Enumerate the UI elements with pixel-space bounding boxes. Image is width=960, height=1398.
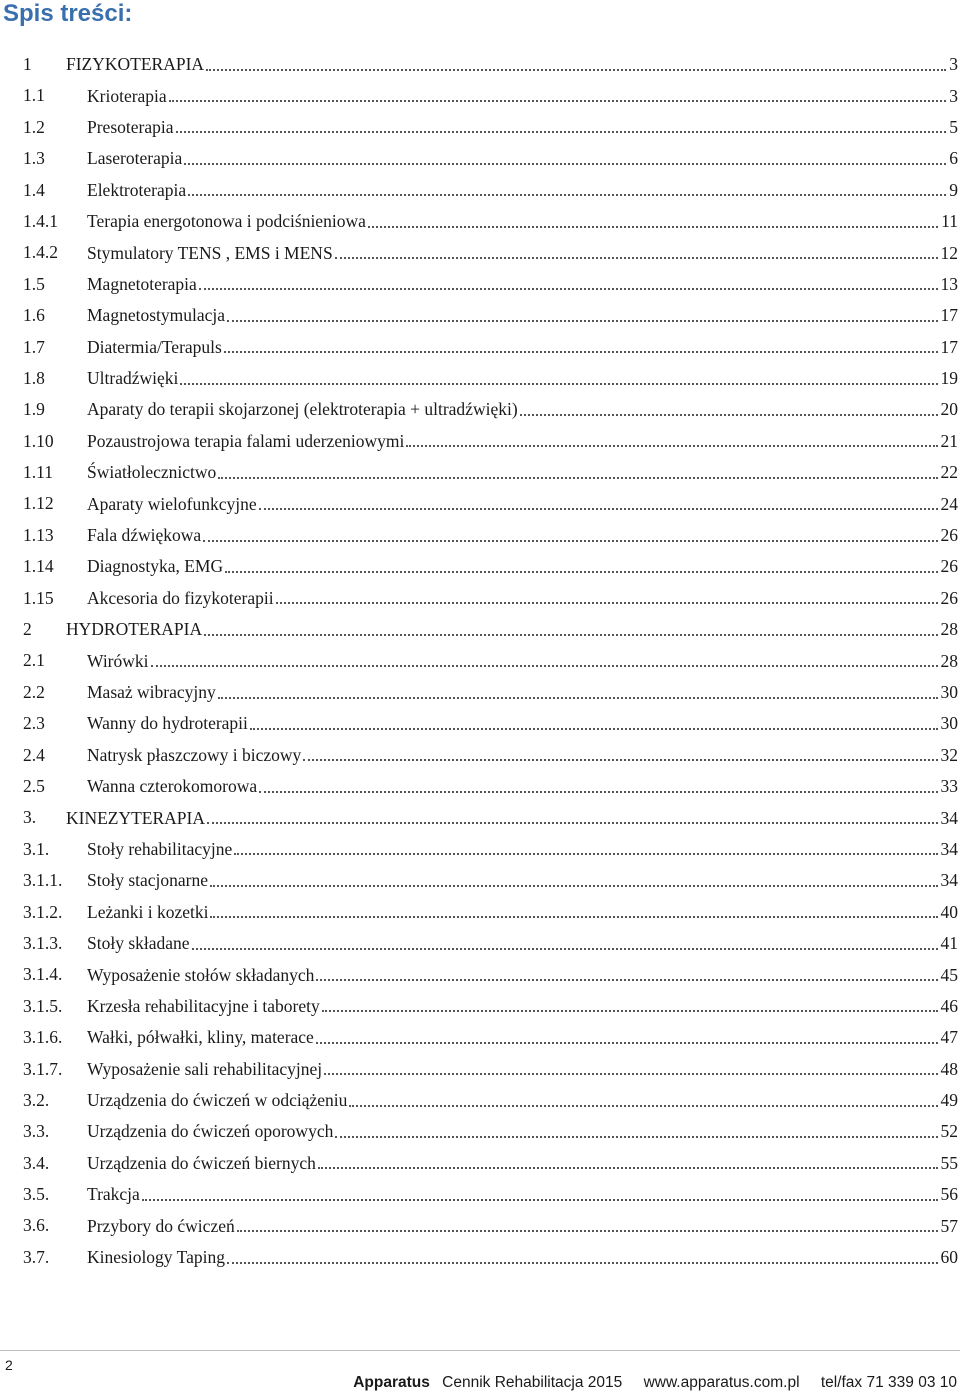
toc-entry-number: 3.1.2.: [23, 901, 63, 922]
toc-entry-body: [87, 1085, 958, 1116]
toc-entry-number: 3.1.7.: [23, 1058, 63, 1079]
toc-entry-page[interactable]: 24: [940, 493, 958, 514]
toc-entry-page[interactable]: 13: [940, 273, 958, 294]
toc-entry-page[interactable]: 11: [941, 211, 958, 232]
toc-entry-number: 1.12: [23, 493, 54, 514]
toc-entry-body: [87, 457, 958, 488]
toc-entry-page[interactable]: 34: [940, 838, 958, 859]
toc-entry[interactable]: [0, 677, 960, 708]
toc-entry-title[interactable]: Światłolecznictwo: [87, 462, 217, 483]
toc-entry-page[interactable]: 21: [940, 430, 958, 451]
toc-entry-body: [87, 740, 958, 771]
toc-entry-title[interactable]: Stoły składane: [87, 933, 190, 954]
toc-entry-number: 1.4.2: [23, 242, 58, 263]
toc-entry-title[interactable]: Aparaty do terapii skojarzonej (elektroterapia + ultradźwięki): [87, 399, 518, 420]
toc-dot-leader: [142, 1198, 938, 1201]
toc-dot-leader: [316, 978, 937, 981]
toc-entry-number: 3.1.4.: [23, 964, 63, 985]
toc-entry-body: [87, 269, 958, 300]
toc-entry-number: 1.1: [23, 85, 45, 106]
toc-entry-title[interactable]: Przybory do ćwiczeń: [87, 1215, 235, 1236]
toc-entry-number: 3.3.: [23, 1121, 50, 1142]
toc-entry[interactable]: [0, 740, 960, 771]
toc-entry-number: 1.3: [23, 148, 45, 169]
toc-dot-leader: [237, 1229, 938, 1232]
toc-entry-page[interactable]: 5: [949, 116, 958, 137]
toc-entry-page[interactable]: 52: [940, 1121, 958, 1142]
toc-entry[interactable]: [0, 928, 960, 959]
toc-entry-page[interactable]: 34: [940, 807, 958, 828]
toc-entry-body: [87, 175, 958, 206]
toc-entry-page[interactable]: 3: [949, 54, 958, 75]
toc-dot-leader: [316, 1041, 938, 1044]
toc-dot-leader: [206, 68, 946, 71]
toc-entry-number: 1: [23, 54, 32, 74]
toc-entry-number: 3.1.3.: [23, 932, 63, 953]
toc-dot-leader: [224, 350, 938, 353]
toc-entry-body: [87, 80, 958, 111]
footer-website[interactable]: www.apparatus.com.pl: [643, 1374, 800, 1391]
toc-entry-title[interactable]: Stoły rehabilitacyjne: [87, 838, 233, 859]
toc-entry-title[interactable]: Leżanki i kozetki: [87, 901, 209, 922]
toc-entry-title[interactable]: Kinesiology Taping: [87, 1247, 225, 1268]
toc-entry-page[interactable]: 22: [940, 462, 958, 483]
toc-entry-number: 2.3: [23, 713, 45, 734]
toc-entry-title[interactable]: Trakcja: [87, 1184, 140, 1205]
toc-entry-title[interactable]: Krioterapia: [87, 85, 167, 106]
toc-entry-body: [87, 959, 958, 990]
toc-entry-page[interactable]: 49: [940, 1090, 958, 1111]
toc-entry-body: [87, 488, 958, 519]
toc-entry[interactable]: [0, 112, 960, 143]
toc-entry-title[interactable]: HYDROTERAPIA: [66, 619, 203, 640]
toc-entry-body: [87, 1116, 958, 1147]
toc-dot-leader: [227, 319, 937, 322]
toc-entry-title[interactable]: Presoterapia: [87, 116, 174, 137]
toc-dot-leader: [199, 287, 938, 290]
toc-entry-number: 3.1.: [23, 838, 50, 859]
toc-entry-page[interactable]: 28: [940, 619, 958, 640]
toc-entry[interactable]: [0, 708, 960, 739]
toc-entry-page[interactable]: 17: [940, 336, 958, 357]
toc-entry-page[interactable]: 48: [940, 1058, 958, 1079]
toc-entry-number: 3.4.: [23, 1152, 50, 1173]
toc-entry-body: [87, 897, 958, 928]
toc-entry-number: 2.1: [23, 650, 45, 671]
toc-entry-body: [87, 771, 958, 802]
toc-entry-page[interactable]: 46: [940, 995, 958, 1016]
toc-entry-body: [87, 551, 958, 582]
toc-entry-number: 3.2.: [23, 1089, 50, 1110]
toc-entry-body: [66, 614, 958, 645]
toc-entry-page[interactable]: 47: [940, 1027, 958, 1048]
toc-entry[interactable]: [0, 1054, 960, 1085]
toc-dot-leader: [368, 225, 938, 228]
toc-entry-body: [87, 677, 958, 708]
toc-entry-title[interactable]: Magnetostymulacja: [87, 305, 226, 326]
footer-phone: tel/fax 71 339 03 10: [820, 1374, 957, 1391]
toc-entry[interactable]: [0, 363, 960, 394]
toc-entry[interactable]: [0, 269, 960, 300]
toc-dot-leader: [276, 601, 938, 604]
toc-entry-body: [66, 49, 958, 80]
toc-entry-page[interactable]: 19: [940, 368, 958, 389]
toc-entry-number: 3.1.5.: [23, 995, 63, 1016]
toc-entry[interactable]: [0, 520, 960, 551]
toc-entry-number: 3.5.: [23, 1184, 50, 1205]
toc-dot-leader: [303, 758, 937, 761]
toc-entry[interactable]: [0, 1148, 960, 1179]
toc-dot-leader: [234, 852, 937, 855]
toc-dot-leader: [259, 507, 938, 510]
toc-entry-page[interactable]: 56: [940, 1184, 958, 1205]
toc-entry-page[interactable]: 60: [940, 1247, 958, 1268]
toc-entry-number: 2.2: [23, 681, 45, 702]
toc-entry-page[interactable]: 30: [940, 682, 958, 702]
toc-dot-leader: [210, 884, 937, 887]
toc-entry-page[interactable]: 26: [940, 525, 958, 546]
toc-dot-leader: [218, 696, 938, 699]
toc-entry-body: [87, 1054, 958, 1085]
toc-entry-number: 1.5: [23, 273, 45, 294]
toc-entry-body: [87, 300, 958, 331]
toc-dot-leader: [192, 947, 938, 950]
toc-entry-title[interactable]: Masaż wibracyjny: [87, 682, 216, 702]
toc-entry-body: [87, 426, 958, 457]
toc-dot-leader: [349, 1104, 937, 1107]
toc-entry-title[interactable]: FIZYKOTERAPIA: [66, 54, 205, 75]
toc-entry-number: 1.13: [23, 524, 54, 545]
toc-entry[interactable]: [0, 175, 960, 206]
toc-entry-body: [87, 865, 958, 896]
footer-brand: Apparatus: [353, 1374, 430, 1391]
toc-dot-leader: [335, 1135, 937, 1138]
toc-entry[interactable]: [0, 1022, 960, 1053]
toc-entry-number: 1.10: [23, 430, 54, 451]
toc-entry-page[interactable]: 45: [940, 964, 958, 985]
toc-entry-page[interactable]: 9: [949, 179, 958, 200]
toc-entry[interactable]: [0, 614, 960, 645]
toc-entry-body: [87, 645, 958, 676]
toc-entry-body: [87, 237, 958, 268]
toc-list: [0, 49, 960, 1273]
toc-dot-leader: [520, 413, 938, 416]
toc-dot-leader: [180, 382, 937, 385]
toc-entry-page[interactable]: 34: [940, 870, 958, 891]
toc-entry-page[interactable]: 32: [940, 744, 958, 765]
toc-dot-leader: [225, 570, 937, 573]
toc-entry-number: 2.5: [23, 775, 45, 796]
toc-entry-page[interactable]: 55: [940, 1152, 958, 1173]
toc-dot-leader: [218, 476, 937, 479]
toc-entry-body: [87, 363, 958, 394]
toc-dot-leader: [184, 162, 946, 165]
toc-entry-number: 1.9: [23, 399, 45, 420]
toc-entry[interactable]: [0, 143, 960, 174]
toc-entry-body: [87, 143, 958, 174]
toc-entry[interactable]: [0, 583, 960, 614]
toc-entry-body: [87, 834, 958, 865]
toc-entry-title[interactable]: KINEZYTERAPIA: [66, 807, 206, 828]
toc-entry[interactable]: [0, 991, 960, 1022]
toc-entry-number: 1.8: [23, 367, 45, 388]
toc-entry-title[interactable]: Diagnostyka, EMG: [87, 556, 224, 577]
toc-entry-page[interactable]: 6: [949, 148, 958, 169]
toc-entry-page[interactable]: 26: [940, 556, 958, 577]
toc-entry-number: 3.6.: [23, 1215, 50, 1236]
toc-entry-title[interactable]: Urządzenia do ćwiczeń biernych: [87, 1152, 316, 1173]
toc-entry[interactable]: [0, 1116, 960, 1147]
toc-entry-title[interactable]: Magnetoterapia: [87, 273, 197, 294]
toc-entry[interactable]: [0, 834, 960, 865]
toc-entry[interactable]: [0, 802, 960, 833]
toc-entry-title[interactable]: Akcesoria do fizykoterapii: [87, 587, 274, 608]
toc-entry[interactable]: [0, 897, 960, 928]
toc-entry[interactable]: [0, 332, 960, 363]
toc-dot-leader: [176, 130, 947, 133]
toc-dot-leader: [203, 539, 937, 542]
toc-entry-title[interactable]: Wanny do hydroterapii: [87, 713, 248, 734]
toc-entry-title[interactable]: Urządzenia do ćwiczeń oporowych: [87, 1121, 334, 1142]
toc-entry-number: 3.1.6.: [23, 1027, 63, 1048]
toc-entry-title[interactable]: Wyposażenie stołów składanych: [87, 964, 315, 985]
toc-entry-number: 1.4.1: [23, 210, 58, 231]
toc-entry-title[interactable]: Wałki, półwałki, kliny, materace: [87, 1027, 314, 1048]
toc-entry-title[interactable]: Krzesła rehabilitacyjne i taborety: [87, 995, 320, 1016]
toc-entry-page[interactable]: 20: [940, 399, 958, 420]
toc-entry-body: [87, 394, 958, 425]
toc-entry-page[interactable]: 57: [940, 1215, 958, 1236]
toc-dot-leader: [318, 1166, 938, 1169]
toc-entry-body: [66, 802, 958, 833]
toc-entry[interactable]: [0, 959, 960, 990]
toc-dot-leader: [207, 821, 937, 824]
toc-dot-leader: [324, 1072, 937, 1075]
toc-entry-title[interactable]: Stoły stacjonarne: [87, 870, 209, 891]
toc-entry-number: 1.14: [23, 556, 54, 577]
toc-entry-body: [87, 1242, 958, 1273]
toc-entry-body: [87, 332, 958, 363]
toc-entry[interactable]: [0, 865, 960, 896]
toc-entry[interactable]: [0, 394, 960, 425]
toc-entry-body: [87, 1022, 958, 1053]
toc-entry[interactable]: [0, 1085, 960, 1116]
toc-dot-leader: [259, 790, 937, 793]
toc-entry-page[interactable]: 28: [940, 650, 958, 671]
toc-entry[interactable]: [0, 1210, 960, 1241]
toc-entry-body: [87, 520, 958, 551]
toc-entry-title[interactable]: Urządzenia do ćwiczeń w odciążeniu: [87, 1090, 348, 1111]
toc-entry-body: [87, 1179, 958, 1210]
toc-heading: Spis treści:: [3, 0, 133, 27]
toc-dot-leader: [204, 633, 937, 636]
page-number: 2: [5, 1357, 13, 1373]
toc-dot-leader: [169, 99, 947, 102]
toc-entry-number: 1.2: [23, 116, 45, 137]
toc-entry-body: [87, 928, 958, 959]
toc-entry-body: [87, 708, 958, 739]
toc-entry[interactable]: [0, 1242, 960, 1273]
toc-entry-page[interactable]: 3: [949, 85, 958, 106]
toc-entry-number: 1.11: [23, 462, 53, 483]
toc-entry-title[interactable]: Aparaty wielofunkcyjne: [87, 493, 257, 514]
toc-entry-number: 2.4: [23, 744, 45, 765]
toc-entry-page[interactable]: 41: [940, 933, 958, 954]
toc-entry-title[interactable]: Pozaustrojowa terapia falami uderzeniowymi: [87, 430, 405, 451]
footer-catalog: Cennik Rehabilitacja 2015: [442, 1374, 623, 1391]
toc-entry-number: 1.4: [23, 179, 45, 200]
toc-dot-leader: [335, 256, 938, 259]
toc-entry-number: 1.15: [23, 587, 54, 608]
toc-entry-page[interactable]: 40: [940, 901, 958, 922]
toc-entry[interactable]: [0, 80, 960, 111]
toc-entry-title[interactable]: Terapia energotonowa i podciśnieniowa: [87, 211, 366, 232]
toc-entry-title[interactable]: Ultradźwięki: [87, 368, 179, 389]
toc-entry-number: 2: [23, 619, 32, 640]
toc-entry-title[interactable]: Elektroterapia: [87, 179, 187, 200]
toc-entry-page[interactable]: 30: [940, 713, 958, 734]
toc-entry-title[interactable]: Diatermia/Terapuls: [87, 336, 222, 357]
toc-entry-title[interactable]: Wyposażenie sali rehabilitacyjnej: [87, 1058, 323, 1079]
toc-entry-page[interactable]: 33: [940, 776, 958, 797]
toc-entry-title[interactable]: Stymulatory TENS , EMS i MENS: [87, 242, 333, 263]
toc-entry-title[interactable]: Wanna czterokomorowa: [87, 776, 258, 797]
toc-entry[interactable]: [0, 206, 960, 237]
toc-dot-leader: [188, 193, 946, 196]
toc-entry-body: [87, 991, 958, 1022]
toc-entry[interactable]: [0, 49, 960, 80]
toc-entry[interactable]: [0, 300, 960, 331]
toc-entry-number: 1.7: [23, 336, 45, 357]
toc-entry-page[interactable]: 12: [940, 242, 958, 263]
toc-entry-title[interactable]: Natrysk płaszczowy i biczowy: [87, 744, 302, 765]
toc-dot-leader: [210, 915, 937, 918]
toc-entry-title[interactable]: Laseroterapia: [87, 148, 183, 169]
toc-entry[interactable]: [0, 551, 960, 582]
toc-dot-leader: [227, 1261, 938, 1264]
toc-entry-body: [87, 1148, 958, 1179]
toc-entry-number: 1.6: [23, 305, 45, 326]
toc-entry[interactable]: [0, 1179, 960, 1210]
toc-dot-leader: [250, 727, 938, 730]
toc-entry[interactable]: [0, 771, 960, 802]
toc-entry-page[interactable]: 26: [940, 587, 958, 608]
toc-entry-body: [87, 1210, 958, 1241]
toc-entry-body: [87, 583, 958, 614]
toc-entry[interactable]: [0, 645, 960, 676]
toc-entry-page[interactable]: 17: [940, 305, 958, 326]
toc-entry-number: 3.7.: [23, 1246, 50, 1267]
toc-entry[interactable]: [0, 426, 960, 457]
toc-dot-leader: [406, 444, 937, 447]
toc-dot-leader: [151, 664, 938, 667]
footer: [353, 1374, 957, 1392]
toc-entry-title[interactable]: Fala dźwiękowa: [87, 525, 202, 546]
toc-dot-leader: [322, 1009, 938, 1012]
toc-entry-number: 3.: [23, 807, 37, 828]
toc-entry-title[interactable]: Wirówki: [87, 650, 149, 671]
toc-entry-body: [87, 206, 958, 237]
toc-entry[interactable]: [0, 457, 960, 488]
toc-entry-number: 3.1.1.: [23, 870, 63, 891]
toc-entry[interactable]: [0, 237, 960, 268]
toc-entry[interactable]: [0, 488, 960, 519]
toc-entry-body: [87, 112, 958, 143]
footer-divider: [0, 1350, 960, 1351]
